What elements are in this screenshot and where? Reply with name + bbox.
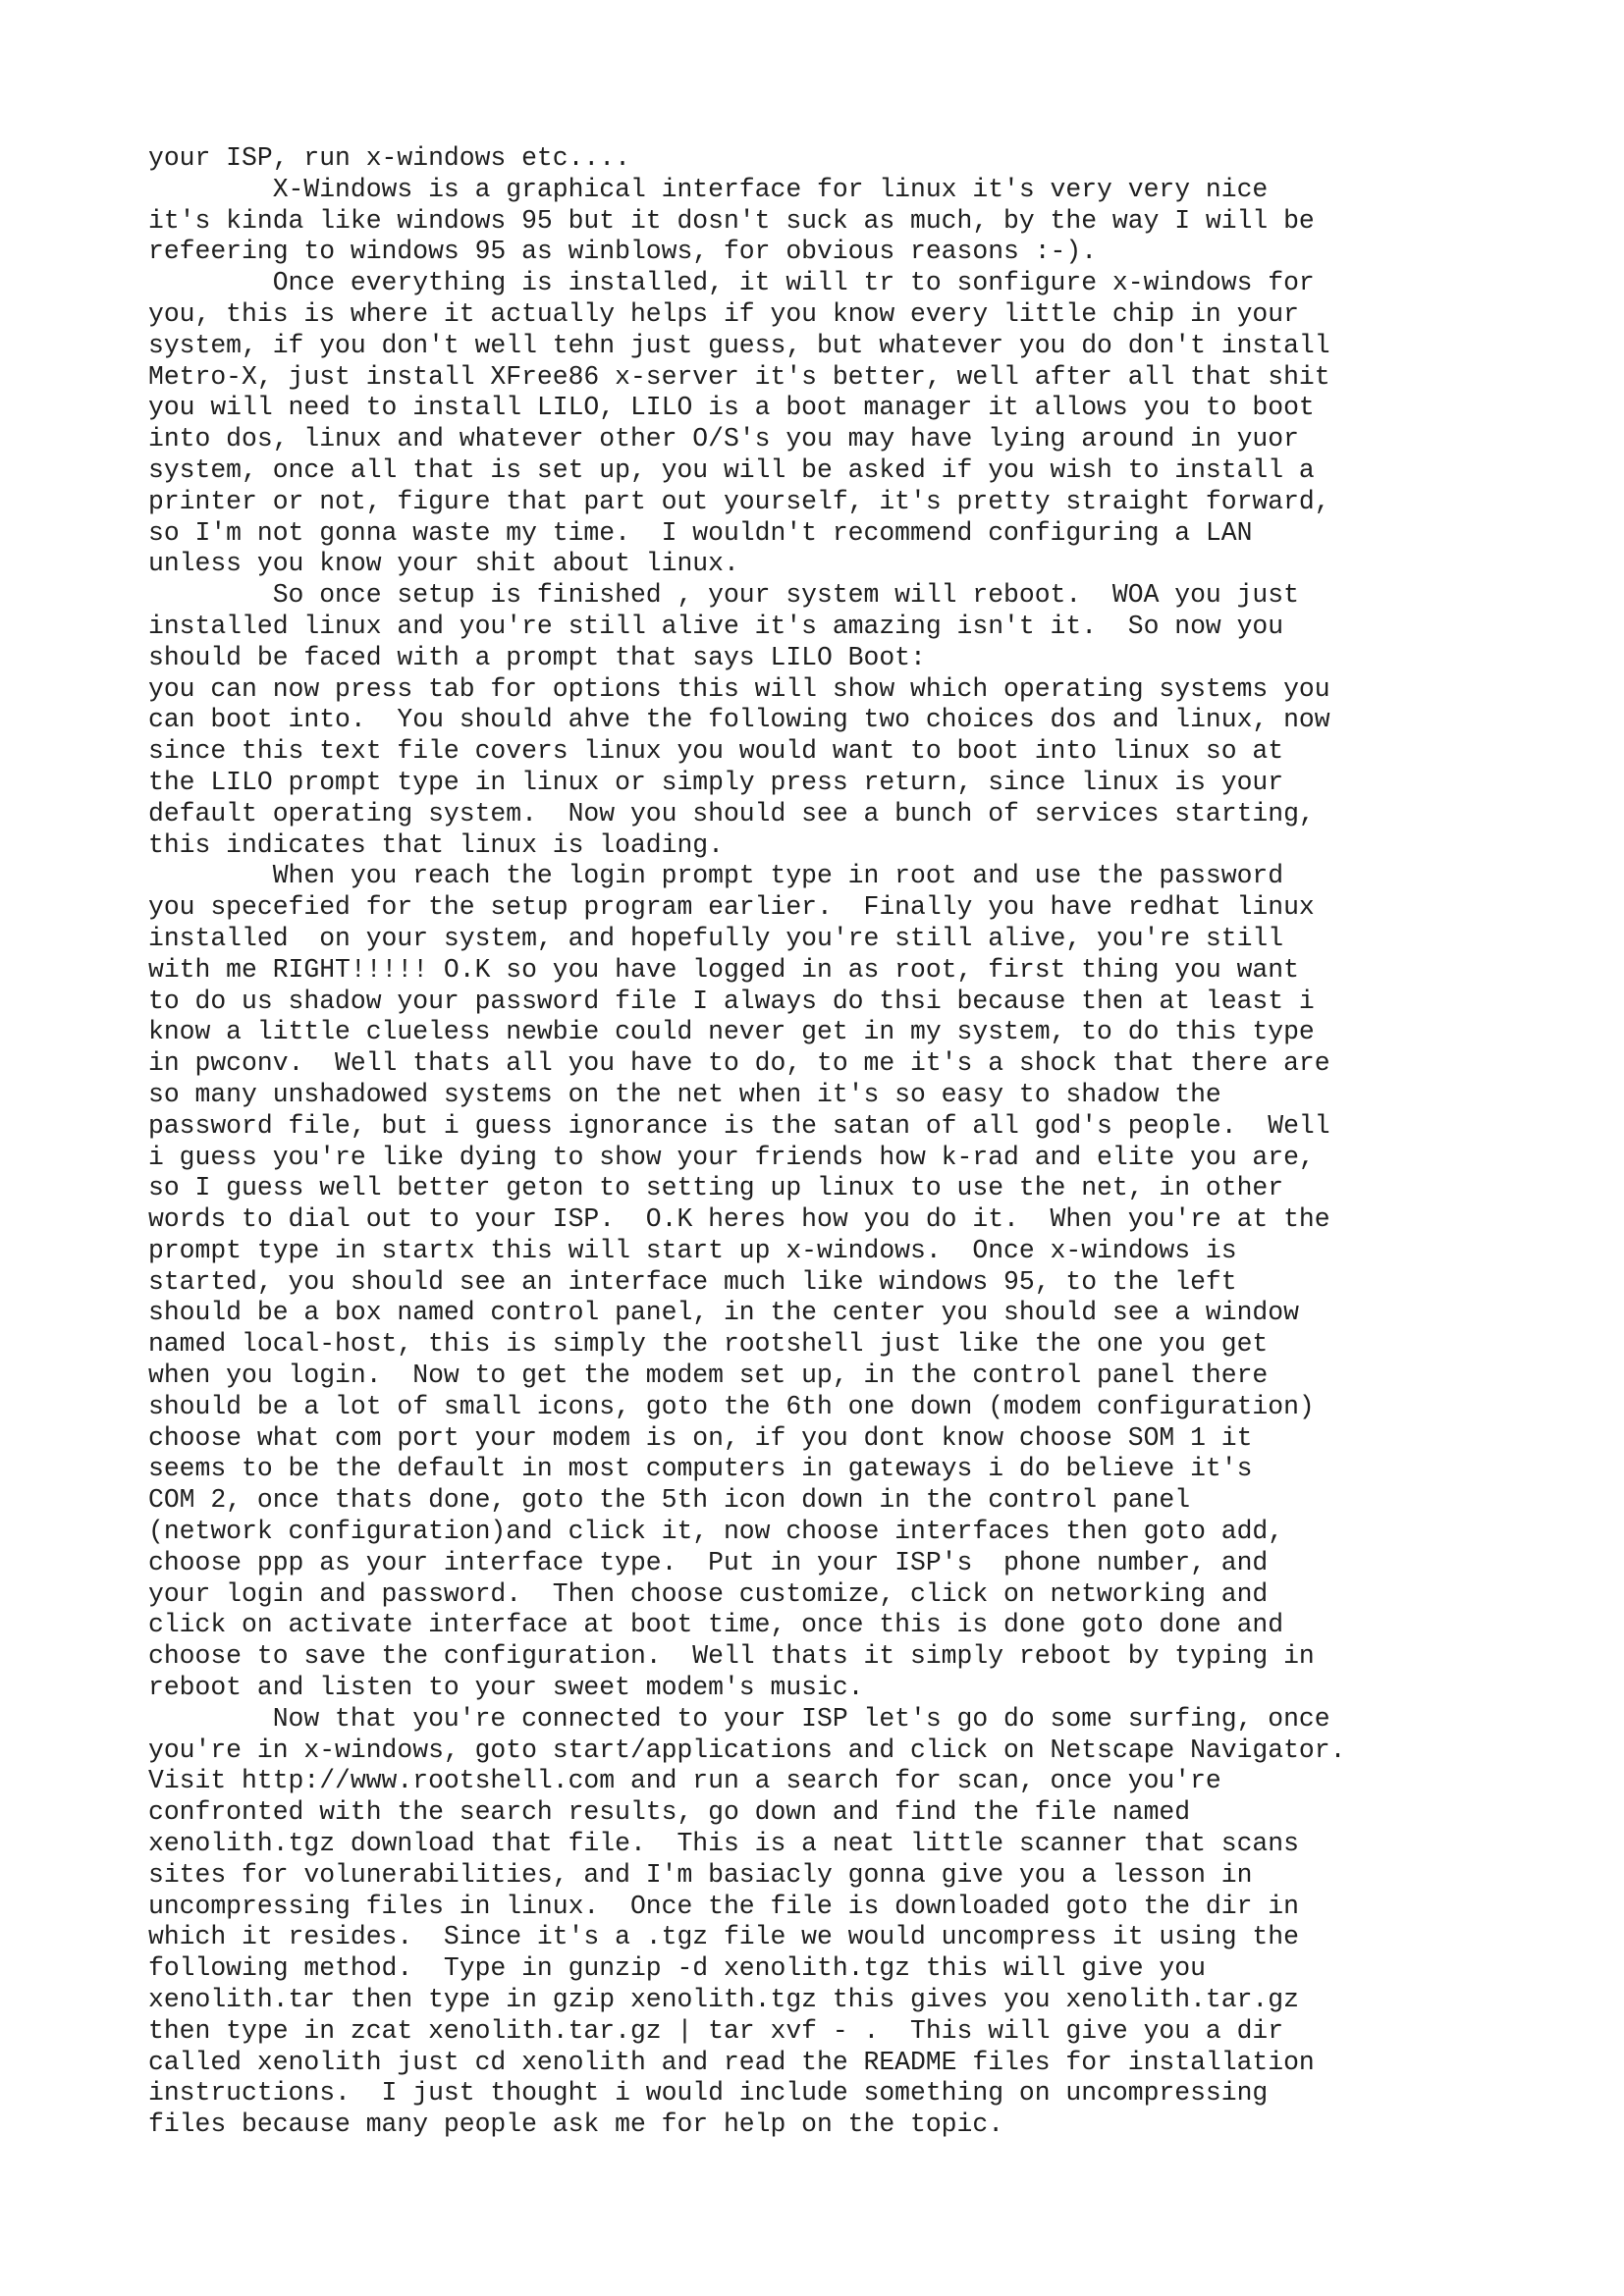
text-line: When you reach the login prompt type in root and use the password — [148, 861, 1284, 891]
text-line: confronted with the search results, go down and find the file named — [148, 1797, 1191, 1828]
text-line: since this text file covers linux you would want to boot into linux so at — [148, 736, 1284, 767]
text-line: can boot into. You should ahve the following two choices dos and linux, now — [148, 705, 1330, 735]
text-line: so many unshadowed systems on the net when it's so easy to shadow the — [148, 1079, 1221, 1109]
text-line: system, if you don't well tehn just guess, but whatever you do don't install — [148, 330, 1330, 360]
text-line: uncompressing files in linux. Once the file is downloaded goto the dir in — [148, 1891, 1299, 1921]
text-line: it's kinda like windows 95 but it dosn't suck as much, by the way I will be — [148, 205, 1315, 236]
text-line: xenolith.tgz download that file. This is a neat little scanner that scans — [148, 1829, 1299, 1859]
text-line: password file, but i guess ignorance is the satan of all god's people. Well — [148, 1110, 1330, 1141]
text-line: seems to be the default in most computers in gateways i do believe it's — [148, 1454, 1253, 1484]
text-line: So once setup is finished , your system will reboot. WOA you just — [148, 580, 1299, 611]
text-line: files because many people ask me for help on the topic. — [148, 2109, 1004, 2140]
text-line: you specefied for the setup program earlier. Finally you have redhat linux — [148, 892, 1315, 923]
text-line: should be a box named control panel, in the center you should see a window — [148, 1298, 1299, 1328]
text-line: so I guess well better geton to setting up linux to use the net, in other — [148, 1173, 1284, 1203]
text-line: should be faced with a prompt that says LILO Boot: — [148, 642, 926, 672]
text-line: prompt type in startx this will start up x-windows. Once x-windows is — [148, 1235, 1237, 1265]
text-line: installed on your system, and hopefully you're still alive, you're still — [148, 923, 1284, 953]
document-body — [148, 143, 1582, 2141]
text-line: Now that you're connected to your ISP let's go do some surfing, once — [148, 1703, 1330, 1734]
text-line: in pwconv. Well thats all you have to do, to me it's a shock that there are — [148, 1048, 1330, 1079]
text-line: refeering to windows 95 as winblows, for obvious reasons :-). — [148, 237, 1098, 267]
text-line: into dos, linux and whatever other O/S's you may have lying around in yuor — [148, 424, 1299, 454]
text-line: choose ppp as your interface type. Put in your ISP's phone number, and — [148, 1547, 1269, 1577]
text-line: you can now press tab for options this will show which operating systems you — [148, 673, 1330, 704]
text-line: Metro-X, just install XFree86 x-server it's better, well after all that shit — [148, 361, 1330, 392]
text-line: reboot and listen to your sweet modem's music. — [148, 1673, 864, 1703]
text-line: instructions. I just thought i would include something on uncompressing — [148, 2078, 1269, 2109]
text-line: default operating system. Now you should see a bunch of services starting, — [148, 798, 1315, 828]
text-line: know a little clueless newbie could never get in my system, to do this type — [148, 1017, 1315, 1047]
text-line: then type in zcat xenolith.tar.gz | tar xvf - . This will give you a dir — [148, 2015, 1284, 2046]
text-line: i guess you're like dying to show your friends how k-rad and elite you are, — [148, 1142, 1315, 1172]
text-line: you will need to install LILO, LILO is a boot manager it allows you to boot — [148, 393, 1315, 423]
text-line: words to dial out to your ISP. O.K heres how you do it. When you're at the — [148, 1204, 1330, 1235]
text-line: printer or not, figure that part out yourself, it's pretty straight forward, — [148, 486, 1330, 516]
text-line: X-Windows is a graphical interface for linux it's very very nice — [148, 174, 1269, 204]
text-line: this indicates that linux is loading. — [148, 829, 724, 860]
text-line: which it resides. Since it's a .tgz file we would uncompress it using the — [148, 1922, 1299, 1952]
text-line: named local-host, this is simply the rootshell just like the one you get — [148, 1329, 1269, 1360]
text-line: choose to save the configuration. Well thats it simply reboot by typing in — [148, 1641, 1315, 1672]
text-line: unless you know your shit about linux. — [148, 549, 739, 579]
text-line: following method. Type in gunzip -d xenolith.tgz this will give you — [148, 1953, 1206, 1984]
text-line: your ISP, run x-windows etc.... — [148, 143, 630, 173]
text-line: system, once all that is set up, you will be asked if you wish to install a — [148, 454, 1315, 485]
text-line: (network configuration)and click it, now choose interfaces then goto add, — [148, 1517, 1284, 1547]
text-line: xenolith.tar then type in gzip xenolith.tgz this gives you xenolith.tar.gz — [148, 1985, 1299, 2015]
text-line: sites for volunerabilities, and I'm basiacly gonna give you a lesson in — [148, 1859, 1253, 1890]
text-line: the LILO prompt type in linux or simply press return, since linux is your — [148, 767, 1284, 797]
text-line: Visit http://www.rootshell.com and run a search for scan, once you're — [148, 1766, 1221, 1796]
text-line: choose what com port your modem is on, if you dont know choose SOM 1 it — [148, 1422, 1253, 1453]
text-line: COM 2, once thats done, goto the 5th icon down in the control panel — [148, 1485, 1191, 1516]
text-line: called xenolith just cd xenolith and read the README files for installation — [148, 2047, 1315, 2077]
text-line: your login and password. Then choose customize, click on networking and — [148, 1578, 1269, 1609]
text-line: to do us shadow your password file I always do thsi because then at least i — [148, 986, 1315, 1016]
text-line: installed linux and you're still alive it's amazing isn't it. So now you — [148, 611, 1284, 641]
text-line: you're in x-windows, goto start/applications and click on Netscape Navigator. — [148, 1735, 1346, 1765]
text-line: Once everything is installed, it will tr to sonfigure x-windows for — [148, 268, 1315, 298]
text-line: with me RIGHT!!!!! O.K so you have logged in as root, first thing you want — [148, 954, 1299, 985]
text-line: you, this is where it actually helps if you know every little chip in your — [148, 298, 1299, 329]
text-line: started, you should see an interface much like windows 95, to the left — [148, 1266, 1237, 1297]
text-line: when you login. Now to get the modem set up, in the control panel there — [148, 1361, 1269, 1391]
text-line: should be a lot of small icons, goto the 6th one down (modem configuration) — [148, 1391, 1315, 1421]
text-line: click on activate interface at boot time, once this is done goto done and — [148, 1610, 1284, 1640]
text-line: so I'm not gonna waste my time. I wouldn't recommend configuring a LAN — [148, 517, 1253, 548]
